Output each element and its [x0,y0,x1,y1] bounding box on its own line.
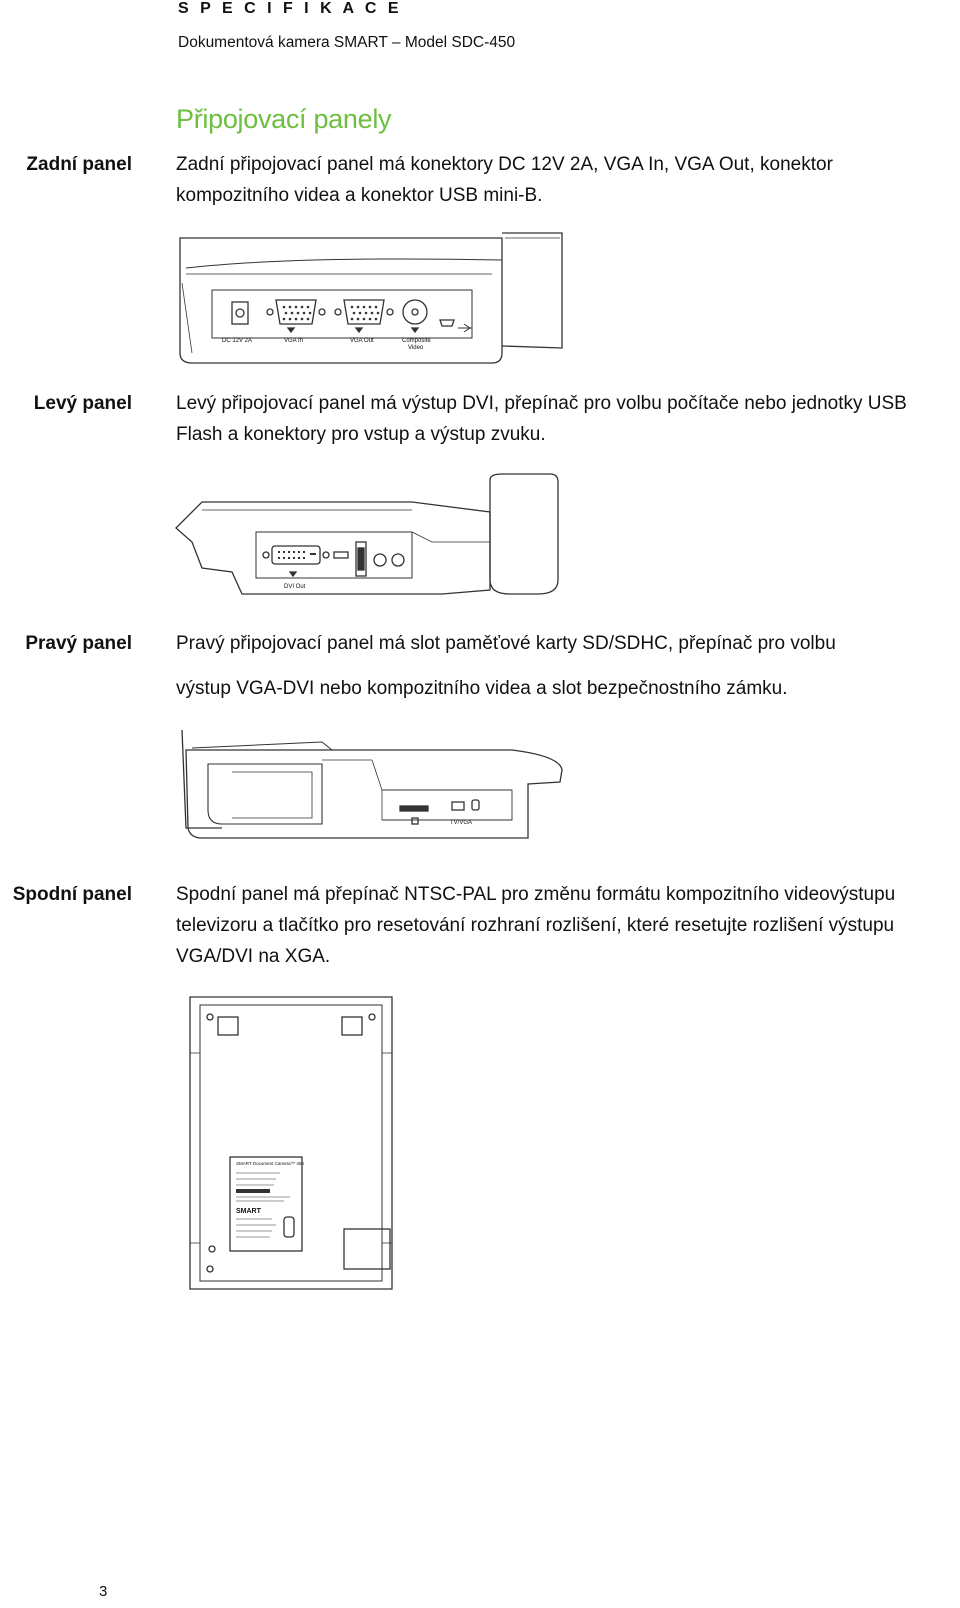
text-line: Spodní panel má přepínač NTSC-PAL pro změnu formátu kompozitního videovýstupu [176,884,896,905]
label-dc: DC 12V 2A [222,338,253,344]
section-label-rear: Zadní panel [26,154,132,175]
text-line: výstup VGA-DVI nebo kompozitního videa a slot bezpečnostního zámku. [176,678,788,699]
section-header: S P E C I F I K A C E [178,0,403,17]
page-number: 3 [99,1583,108,1600]
label-composite: Composite [402,338,431,344]
text-line: Zadní připojovací panel má konektory DC 12V 2A, VGA In, VGA Out, konektor [176,154,833,175]
label-vga-out: VGA Out [350,338,374,344]
text-line: kompozitního videa a konektor USB mini-B. [176,185,543,206]
right-panel-figure [172,720,572,845]
section-label-left: Levý panel [33,393,132,414]
section-text-right [176,628,956,704]
section-label-bottom: Spodní panel [12,884,132,905]
rear-panel-figure [172,228,572,373]
sticker-title: SMART Document Camera™ 450 [236,1161,304,1166]
page-title: Připojovací panely [176,104,392,134]
section-text-left [176,388,956,450]
sticker-logo: SMART [236,1208,261,1215]
text-line: Flash a konektory pro vstup a výstup zvuku. [176,424,546,445]
text-line: Levý připojovací panel má výstup DVI, přepínač pro volbu počítače nebo jednotky USB [176,393,907,414]
section-label-right: Pravý panel [25,633,132,654]
section-text-rear [176,149,956,211]
product-header: Dokumentová kamera SMART – Model SDC-450 [178,34,516,51]
label-video: Video [408,345,424,351]
bottom-panel-figure [180,993,410,1293]
text-line: Pravý připojovací panel má slot paměťové karty SD/SDHC, přepínač pro volbu [176,633,836,654]
text-line: VGA/DVI na XGA. [176,946,331,967]
text-line: televizoru a tlačítko pro resetování rozhraní rozlišení, které resetujte rozlišení výstupu [176,915,895,936]
section-text-bottom [176,879,956,972]
label-vga-in: VGA In [284,338,304,344]
label-tv-vga: TV/VGA [450,820,473,826]
left-panel-figure [172,472,572,607]
label-dvi-out: DVI Out [284,584,306,590]
